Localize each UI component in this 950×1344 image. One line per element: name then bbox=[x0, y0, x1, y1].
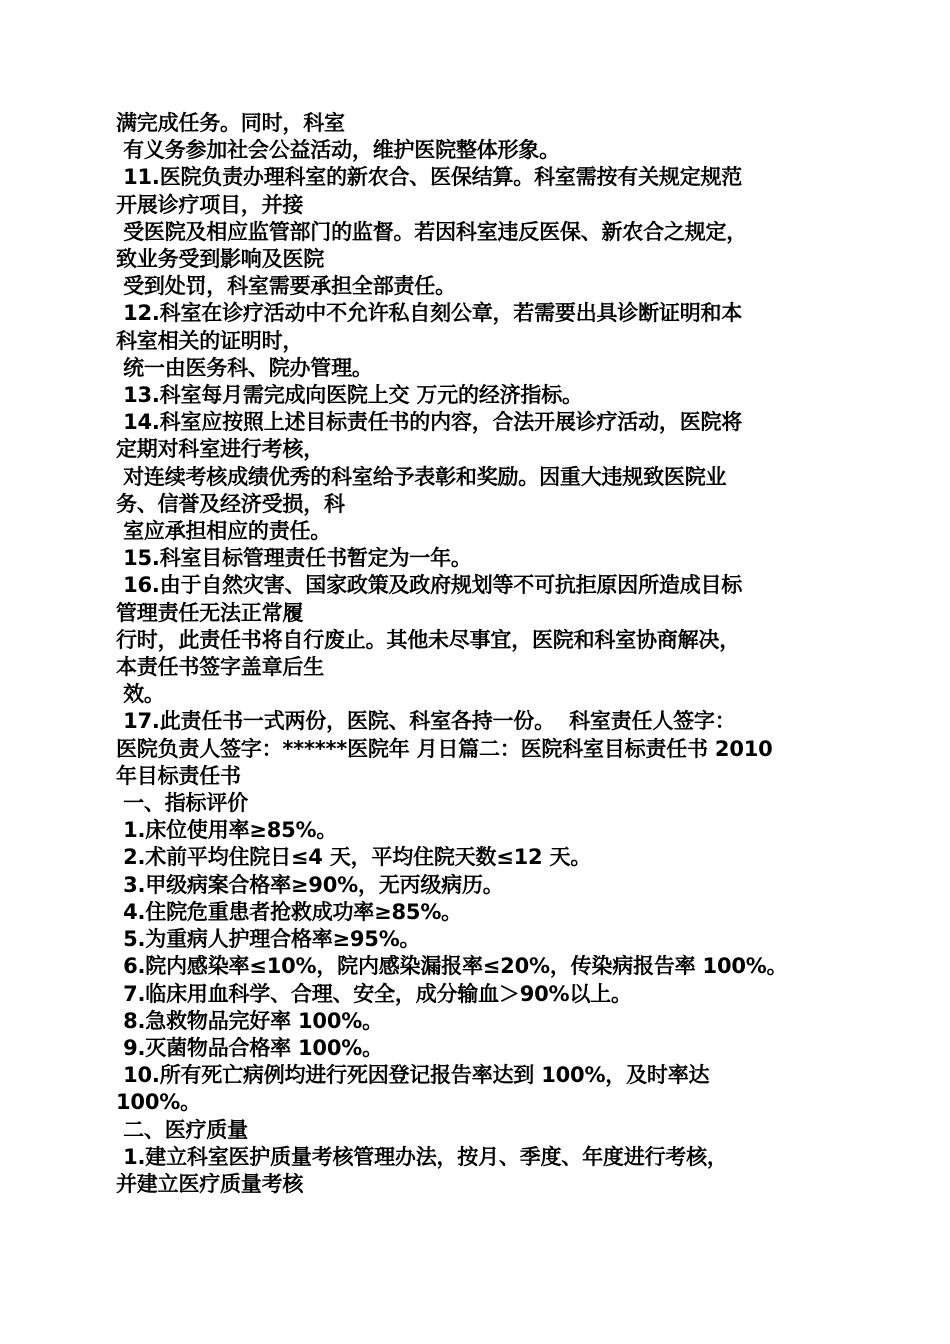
text-line: 并建立医疗质量考核 bbox=[116, 1171, 304, 1196]
text-line: 开展诊疗项目，并接 bbox=[116, 192, 304, 217]
text-line: 12.科室在诊疗活动中不允许私自刻公章，若需要出具诊断证明和本 bbox=[116, 301, 743, 326]
list-item: 7.临床用血科学、合理、安全，成分输血＞90%以上。 bbox=[116, 981, 632, 1006]
text-line: 16.由于自然灾害、国家政策及政府规划等不可抗拒原因所造成目标 bbox=[116, 573, 743, 598]
text-line: 13.科室每月需完成向医院上交 万元的经济指标。 bbox=[116, 383, 583, 408]
list-item: 2.术前平均住院日≤4 天，平均住院天数≤12 天。 bbox=[116, 845, 592, 870]
section-heading: 一、指标评价 bbox=[116, 791, 248, 816]
list-item: 6.院内感染率≤10%，院内感染漏报率≤20%，传染病报告率 100%。 bbox=[116, 954, 788, 979]
list-item: 1.床位使用率≥85%。 bbox=[116, 818, 338, 843]
section-heading: 二、医疗质量 bbox=[116, 1117, 248, 1142]
text-line: 科室相关的证明时， bbox=[116, 328, 304, 353]
list-item: 8.急救物品完好率 100%。 bbox=[116, 1008, 383, 1033]
text-line: 致业务受到影响及医院 bbox=[116, 247, 324, 272]
text-line: 15.科室目标管理责任书暂定为一年。 bbox=[116, 546, 472, 571]
text-line: 本责任书签字盖章后生 bbox=[116, 655, 324, 680]
list-item: 5.为重病人护理合格率≥95%。 bbox=[116, 927, 421, 952]
text-line: 管理责任无法正常履 bbox=[116, 600, 304, 625]
list-item: 10.所有死亡病例均进行死因登记报告率达到 100%，及时率达 bbox=[116, 1063, 710, 1088]
text-line: 满完成任务。同时，科室 bbox=[116, 111, 345, 135]
text-line: 17.此责任书一式两份，医院、科室各持一份。 科室责任人签字： bbox=[116, 709, 736, 734]
text-line: 受到处罚，科室需要承担全部责任。 bbox=[116, 274, 456, 299]
text-line: 统一由医务科、院办管理。 bbox=[116, 355, 373, 380]
list-item: 9.灭菌物品合格率 100%。 bbox=[116, 1035, 383, 1060]
text-line: 年目标责任书 bbox=[116, 763, 241, 788]
list-item: 3.甲级病案合格率≥90%，无丙级病历。 bbox=[116, 872, 504, 897]
text-line: 定期对科室进行考核， bbox=[116, 437, 324, 462]
text-line: 行时，此责任书将自行废止。其他未尽事宜，医院和科室协商解决， bbox=[116, 627, 740, 652]
text-line: 务、信誉及经济受损，科 bbox=[116, 491, 345, 516]
text-line: 11.医院负责办理科室的新农合、医保结算。科室需按有关规定规范 bbox=[116, 165, 743, 190]
text-line: 14.科室应按照上述目标责任书的内容，合法开展诊疗活动，医院将 bbox=[116, 410, 743, 435]
text-line: 对连续考核成绩优秀的科室给予表彰和奖励。因重大违规致医院业 bbox=[116, 464, 727, 489]
document-page bbox=[116, 110, 846, 1198]
text-line: 有义务参加社会公益活动，维护医院整体形象。 bbox=[116, 138, 560, 163]
list-item: 1.建立科室医护质量考核管理办法，按月、季度、年度进行考核， bbox=[116, 1144, 728, 1169]
text-line: 室应承担相应的责任。 bbox=[116, 519, 332, 544]
text-line: 医院负责人签字：******医院年 月日篇二：医院科室目标责任书 2010 bbox=[116, 736, 773, 761]
list-item: 4.住院危重患者抢救成功率≥85%。 bbox=[116, 899, 462, 924]
text-line: 效。 bbox=[116, 682, 165, 707]
list-item: 100%。 bbox=[116, 1090, 201, 1115]
text-line: 受医院及相应监管部门的监督。若因科室违反医保、新农合之规定， bbox=[116, 219, 748, 244]
